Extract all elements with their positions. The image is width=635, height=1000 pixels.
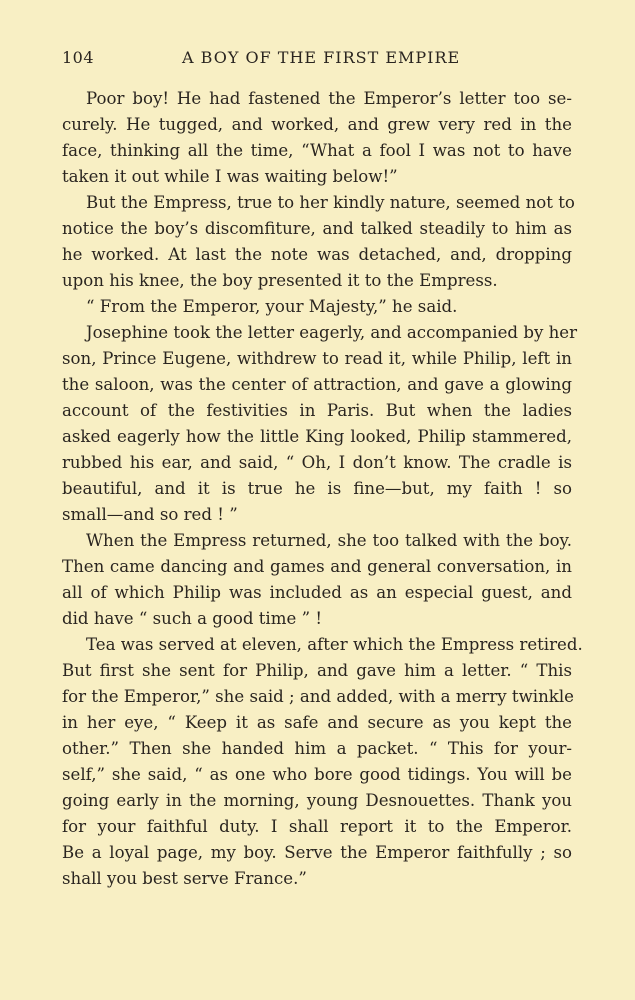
- text-line: But the Empress, true to her kindly nature, seemed not to: [86, 193, 575, 212]
- text-line: for your faithful duty. I shall report it to the Emperor.: [62, 817, 572, 836]
- text-line: notice the boy’s discomfiture, and talked steadily to him as: [62, 219, 572, 238]
- text-line: rubbed his ear, and said, “ Oh, I don’t know. The cradle is: [62, 453, 572, 472]
- text-line: taken it out while I was waiting below!”: [62, 167, 398, 186]
- text-line: for the Emperor,” she said ; and added, with a merry twinkle: [62, 687, 574, 706]
- text-line: going early in the morning, young Desnouettes. Thank you: [62, 791, 572, 810]
- text-line: son, Prince Eugene, withdrew to read it, while Philip, left in: [62, 349, 572, 368]
- text-line: But first she sent for Philip, and gave him a letter. “ This: [62, 661, 572, 680]
- text-line: small—and so red ! ”: [62, 505, 238, 524]
- text-line: shall you best serve France.”: [62, 869, 307, 888]
- page-number: 104: [62, 48, 95, 67]
- text-line: Poor boy! He had fastened the Emperor’s letter too se-: [86, 89, 572, 108]
- text-line: did have “ such a good time ” !: [62, 609, 322, 628]
- text-line: he worked. At last the note was detached, and, dropping: [62, 245, 572, 264]
- text-line: Be a loyal page, my boy. Serve the Emperor faithfully ; so: [62, 843, 572, 862]
- page-header: [62, 48, 572, 76]
- text-line: the saloon, was the center of attraction, and gave a glowing: [62, 375, 572, 394]
- text-line: account of the festivities in Paris. But when the ladies: [62, 401, 572, 420]
- text-line: When the Empress returned, she too talked with the boy.: [86, 531, 572, 550]
- text-line: other.” Then she handed him a packet. “ This for your-: [62, 739, 572, 758]
- text-line: Then came dancing and games and general conversation, in: [62, 557, 572, 576]
- text-line: self,” she said, “ as one who bore good tidings. You will be: [62, 765, 572, 784]
- text-line: Tea was served at eleven, after which the Empress retired.: [86, 635, 583, 654]
- text-line: curely. He tugged, and worked, and grew very red in the: [62, 115, 572, 134]
- text-line: Josephine took the letter eagerly, and accompanied by her: [86, 323, 578, 342]
- running-title: A BOY OF THE FIRST EMPIRE: [182, 48, 461, 67]
- text-line: “ From the Emperor, your Majesty,” he said.: [86, 297, 458, 316]
- text-line: face, thinking all the time, “What a fool I was not to have: [62, 141, 572, 160]
- text-line: asked eagerly how the little King looked, Philip stammered,: [62, 427, 572, 446]
- text-line: in her eye, “ Keep it as safe and secure as you kept the: [62, 713, 572, 732]
- text-line: beautiful, and it is true he is fine—but, my faith ! so: [62, 479, 572, 498]
- text-line: upon his knee, the boy presented it to the Empress.: [62, 271, 498, 290]
- body-text: [62, 86, 583, 892]
- text-line: all of which Philip was included as an especial guest, and: [62, 583, 572, 602]
